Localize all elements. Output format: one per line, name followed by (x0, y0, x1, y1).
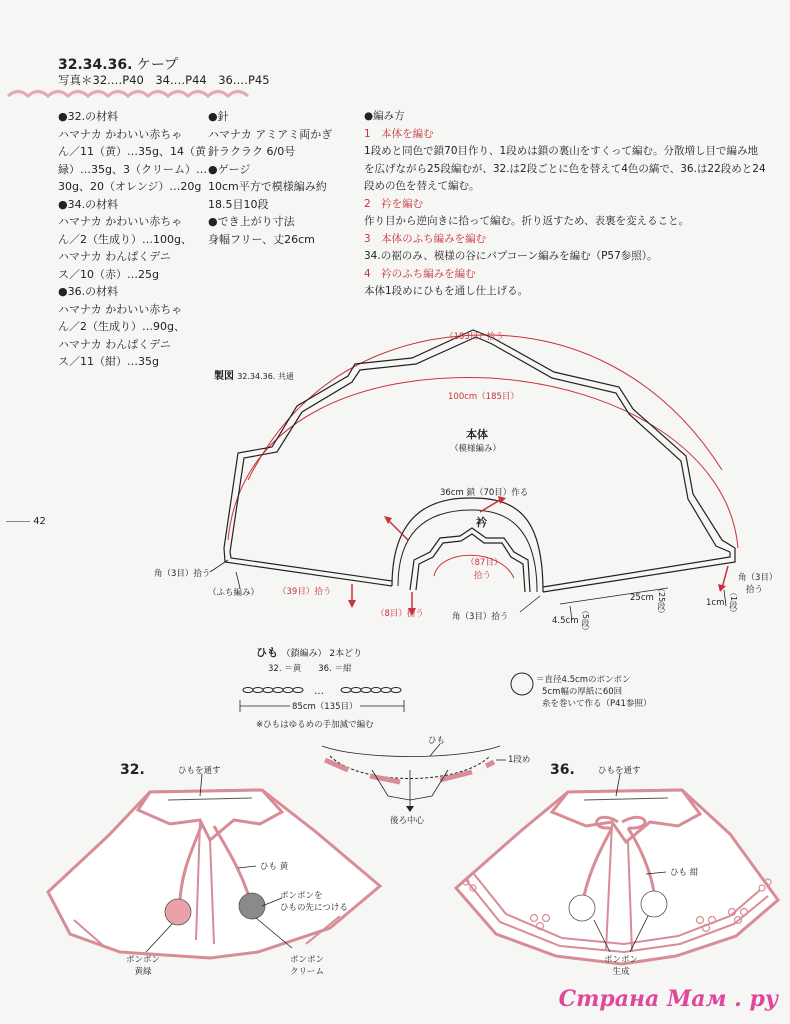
needle-line: 針ラクラク 6/0号 (208, 145, 296, 158)
m32-line: 緑）…35g、3（クリーム）… (58, 162, 207, 176)
m36-line: ス／11（紺）…35g (58, 355, 159, 368)
m34-line: ス／10（赤）…25g (58, 267, 159, 281)
corner-right-2: 拾う (746, 585, 764, 595)
fig36-pompom-left (569, 895, 595, 921)
len-45: 4.5cm (552, 616, 579, 626)
title-numbers: 32.34.36. (58, 57, 133, 73)
rows-1: （1段） (729, 588, 738, 618)
fig36-pom-label (604, 954, 638, 978)
m34-line: ん／2（生成り）…100g、 (58, 232, 192, 246)
m34-line: ハマナカ わんぱくデニ (58, 250, 171, 263)
m36-line: ん／2（生成り）…90g、 (58, 320, 185, 333)
cord-ellipsis: … (314, 686, 324, 697)
body-title: 本体 (466, 428, 488, 441)
diagram-label-sub: 32.34.36. 共通 (237, 372, 294, 381)
gauge-line: 18.5目10段 (208, 197, 269, 211)
m36-line: ハマナカ かわいい赤ちゃ (58, 302, 183, 316)
fig32-pom-left-1: ポンポン (126, 955, 161, 965)
m32-heading: ●32.の材料 (58, 110, 119, 123)
side-pickup: （39目）拾う (278, 587, 332, 597)
step-title: 2 衿を編む (364, 197, 424, 210)
watermark: Страна Мам . ру (558, 986, 778, 1012)
top-pickup-label: （183目）拾う (445, 332, 504, 342)
fig36-pom-1: ポンポン (604, 955, 639, 965)
step-text: 1段めと同色で鎖70目作り、1段めは鎖の裏山をすくって編む。分散増し目で編み地 (364, 145, 759, 157)
corner-right: 角（3目） (738, 573, 778, 583)
pompom-desc-2: 5cm幅の厚紙に60回 (542, 687, 623, 697)
gauge-line: 10cm平方で模様編み約 (208, 180, 327, 193)
pompom-desc-3: 糸を巻いて作る（P41参照） (542, 699, 652, 709)
fig36-pompom-right (641, 891, 667, 917)
size-heading: ●でき上がり寸法 (208, 215, 295, 228)
cord-length: 85cm（135目） (292, 702, 358, 712)
m32-line: 30g、20（オレンジ）…20g (58, 180, 202, 193)
m36-line: ハマナカ わんぱくデニ (58, 337, 171, 351)
body-sub: （模様編み） (450, 444, 502, 454)
collar-pickup-2: 拾う (474, 571, 492, 581)
cord-colors: 32. ＝黄 36. ＝紺 (268, 664, 352, 674)
step-text: 段めの色を替えて編む。 (364, 180, 480, 192)
fig36-cord-label: ひも 紺 (670, 868, 699, 878)
step-text: 作り目から逆向きに拾って編む。折り返すため、表裏を変えること。 (364, 215, 690, 227)
width-label: 100cm（185目） (448, 392, 519, 402)
len-25: 25cm (630, 593, 654, 603)
corner-left: 角（3目）拾う (154, 569, 211, 579)
fig32-pom-right-1: ポンポン (290, 955, 325, 965)
fig32-cord-label: ひも 黄 (260, 862, 289, 872)
fig32-thread: ひもを通す (178, 766, 221, 776)
step-text: 34.の裾のみ、模様の谷にパプコーン編みを編む（P57参照）。 (364, 250, 658, 262)
eight-pickup: （8目）拾う (376, 609, 424, 619)
needle-heading: ●針 (208, 110, 229, 123)
chain-label: 36cm 鎖（70目）作る (440, 488, 529, 498)
detail-cord-label: ひも (428, 736, 446, 746)
step-title: 4 衿のふち編みを編む (364, 267, 476, 280)
cord-note: ※ひもはゆるめの手加減で編む (256, 720, 374, 730)
size-line: 身幅フリー、丈26cm (208, 232, 315, 246)
m34-heading: ●34.の材料 (58, 197, 119, 211)
fig32-number: 32. (120, 762, 145, 778)
fig36-thread: ひもを通す (598, 766, 641, 776)
pompom-desc-1: ＝直径4.5cmのポンポン (536, 675, 631, 685)
step-title: 3 本体のふち編みを編む (364, 232, 487, 245)
rows-25: （25段） (657, 584, 666, 619)
back-center-label: 後ろ中心 (390, 816, 425, 826)
fig32-pom-right-2: クリーム (290, 967, 325, 977)
gauge-heading: ●ゲージ (208, 162, 251, 176)
fig32-pom-left-2: 黄緑 (134, 967, 152, 977)
fig36-pom-2: 生成 (612, 967, 630, 977)
needle-line: ハマナカ アミアミ両かぎ (208, 127, 333, 141)
border-label: （ふち編み） (208, 588, 260, 598)
page-number-text: 42 (33, 516, 46, 527)
m32-line: ハマナカ かわいい赤ちゃ (58, 127, 183, 141)
fig32-pom-attach-1: ポンポンを (280, 891, 323, 901)
collar-title: 衿 (476, 516, 487, 529)
method-heading: ●編み方 (364, 110, 405, 122)
fig32-pom-attach-2: ひもの先につける (280, 903, 348, 913)
m32-line: ん／11（黄）…35g、14（黄 (58, 145, 206, 158)
diagram-label-main: 製図 (214, 371, 234, 382)
step-title: 1 本体を編む (364, 127, 434, 140)
len-1: 1cm (706, 598, 725, 608)
step-text: 本体1段めにひもを通し仕上げる。 (364, 285, 529, 297)
photo-reference: 写真＊32.…P40 34.…P44 36.…P45 (58, 73, 270, 87)
cord-title-main: ひも (256, 646, 278, 659)
collar-pickup: （87目） (466, 558, 503, 568)
cord-title-sub: （鎖編み） 2本どり (281, 649, 363, 659)
rows-5: （5段） (581, 606, 590, 636)
step-text: を広げながら25段編むが、32.は2段ごとに色を替えて4色の縞で、36.は22段めと24 (364, 162, 766, 175)
m34-line: ハマナカ かわいい赤ちゃ (58, 215, 183, 228)
m36-heading: ●36.の材料 (58, 285, 119, 298)
title-text: ケープ (136, 57, 179, 73)
detail-row1: 1段め (508, 755, 531, 765)
corner-center: 角（3目）拾う (452, 612, 509, 622)
fig36-number: 36. (550, 762, 575, 778)
